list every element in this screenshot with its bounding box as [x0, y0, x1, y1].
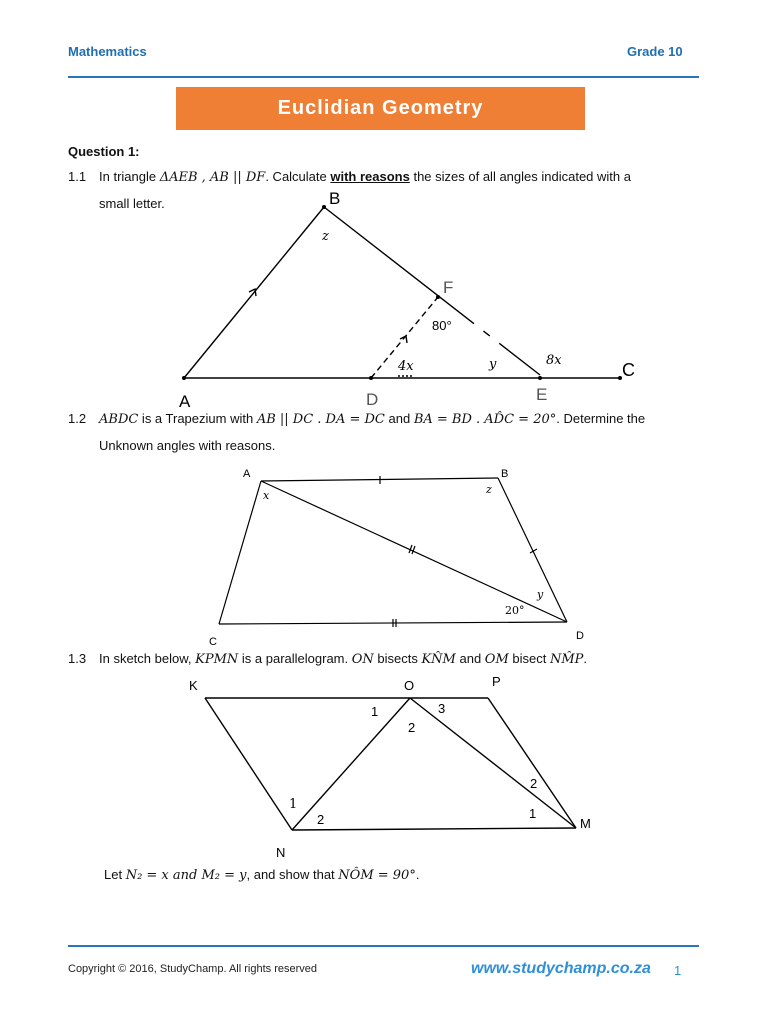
line-ab [184, 207, 324, 378]
q1-1-number: 1.1 [68, 169, 87, 184]
q1-2-math3: BA = BD . AD̂C = 20° [413, 412, 557, 427]
point-f [436, 295, 440, 299]
label-p: P [492, 674, 501, 689]
angle-o1: 1 [371, 704, 379, 719]
label-a: A [243, 468, 251, 480]
figure-1-3 [205, 698, 576, 830]
q1-2-t3: . Determine the [556, 411, 646, 426]
q1-3-t5: bisect [508, 651, 550, 666]
q1-3-let-math2: NÔM = 90° [338, 868, 416, 883]
q1-1-t1: In triangle [99, 169, 160, 184]
angle-y: y [489, 357, 497, 372]
q1-2-number: 1.2 [68, 411, 87, 426]
angle-80: 80° [432, 318, 452, 333]
copyright-text: Copyright © 2016, StudyChamp. All rights reserved [68, 963, 318, 975]
angle-x: x [263, 489, 270, 502]
point-a [182, 376, 186, 380]
line-bd [498, 478, 567, 622]
label-c: C [209, 636, 217, 648]
line-nk [205, 698, 292, 830]
q1-3-let-t2: , and show that [246, 867, 339, 882]
angle-m1: 1 [529, 806, 537, 821]
q1-3-t2: is a parallelogram. [238, 651, 352, 666]
angle-8x: 8x [546, 353, 562, 368]
label-d: D [366, 390, 379, 409]
q1-3-math3: KN̂M [421, 652, 456, 667]
label-a: A [179, 392, 191, 411]
page-number: 1 [674, 963, 682, 978]
angle-o3: 3 [438, 701, 446, 716]
angle-m2: 2 [530, 776, 538, 791]
label-b: B [501, 468, 509, 480]
q1-3-t1: In sketch below, [99, 651, 196, 666]
point-d [369, 376, 373, 380]
q1-3-number: 1.3 [68, 651, 87, 666]
label-k: K [189, 678, 198, 693]
website-link[interactable]: www.studychamp.co.za [471, 960, 651, 977]
grade-label: Grade 10 [627, 44, 683, 59]
line-om [410, 698, 576, 828]
q1-3-math5: NM̂P [549, 652, 584, 667]
q1-3-let-t1: Let [104, 867, 126, 882]
q1-2-math1: ABDC [99, 412, 139, 427]
angle-y: y [537, 588, 544, 601]
question-title: Question 1: [68, 144, 140, 159]
label-e: E [536, 385, 548, 404]
q1-3-math2: ON [351, 652, 374, 667]
line-ca [219, 481, 261, 624]
q1-3-let-t3: . [415, 867, 420, 882]
line-mn [292, 828, 576, 830]
q1-2-math2: AB || DC . DA = DC [256, 412, 385, 427]
q1-3-t3: bisects [373, 651, 422, 666]
angle-n2: 2 [317, 812, 325, 827]
q1-2-t1: is a Trapezium with [138, 411, 257, 426]
angle-o2: 2 [408, 720, 416, 735]
label-n: N [276, 845, 286, 860]
page-title: Euclidian Geometry [176, 87, 585, 130]
label-o: O [404, 678, 415, 693]
q1-3-let-math1: N₂ = x and M₂ = y [125, 868, 247, 883]
angle-n1: 1 [289, 797, 298, 812]
q1-3-math1: KPMN [195, 652, 239, 667]
label-m: M [580, 816, 591, 831]
angle-z: z [322, 229, 329, 244]
line-be [324, 207, 540, 375]
q1-3-t4: and [455, 651, 485, 666]
line-ad [261, 481, 567, 622]
point-b [322, 205, 326, 209]
tick-ad-2 [412, 546, 415, 554]
q1-2-text-line2: Unknown angles with reasons. [99, 438, 276, 453]
label-b: B [329, 189, 341, 208]
q1-1-emphasis: with reasons [330, 169, 410, 184]
q1-1-t2: . Calculate [265, 169, 331, 184]
label-d: D [576, 630, 584, 642]
q1-3-t6: . [583, 651, 588, 666]
q1-1-t3: the sizes of all angles indicated with a [409, 169, 631, 184]
label-c: C [622, 360, 635, 380]
line-no [292, 698, 410, 830]
q1-3-math4: OM [484, 652, 509, 667]
q1-1-math1: ΔAEB , AB || DF [159, 170, 266, 185]
angle-z: z [486, 483, 492, 496]
footer-rule [68, 945, 699, 947]
q1-1-text-line2: small letter. [99, 196, 165, 211]
q1-2-t2: and [384, 411, 414, 426]
angle-4x: 4x [398, 359, 414, 374]
label-f: F [443, 278, 454, 297]
angle-20: 20° [505, 604, 525, 617]
point-e [538, 376, 542, 380]
subject-label: Mathematics [68, 44, 147, 59]
